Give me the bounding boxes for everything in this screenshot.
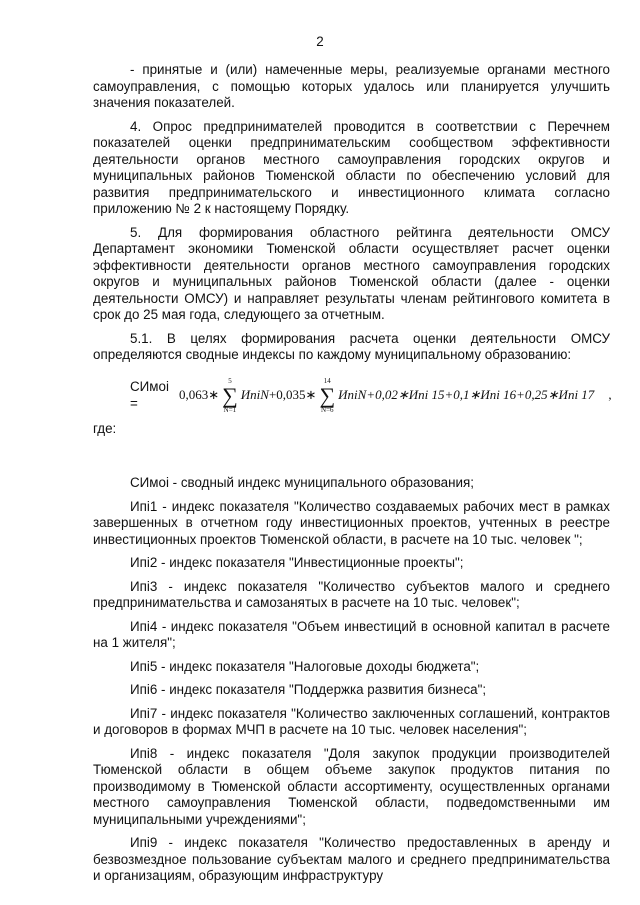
paragraph-measures: - принятые и (или) намеченные меры, реализуемые органами местного самоуправления, с помощью которых удалось или планируется улучшить значения показателей. [93,62,610,110]
definition-simoi: СИмоi - сводный индекс муниципального образования; [130,475,474,490]
where-label: где: [93,420,117,436]
formula-term-1: ИпiN [240,387,269,403]
sigma-icon: ∑ [319,382,336,408]
formula-tail: , [608,387,612,403]
spacer [93,444,610,475]
paragraph-4: 4. Опрос предпринимателей проводится в соответствии с Перечнем показателей оценки предпринимательским сообществом эффективности деятельности органов местного самоуправления городских округов и муниципальных районов Тюменской области по обеспечению условий для развития предпринимательского и инвестиционного климата согласно приложению № 2 к настоящему Порядку. [93,118,610,216]
formula-coef-1: 0,063 [178,387,209,403]
sigma-icon: ∑ [222,382,238,408]
formula-rest: +0,02∗Ипi 15+0,1∗Ипi 16+0,25∗Ипi 17 [366,387,595,403]
sum2-upper: 14 [323,376,331,385]
definition-ipi6: Ипi6 - индекс показателя "Поддержка развития бизнеса"; [130,682,487,697]
sum1-lower: N=1 [223,405,237,414]
paragraph-5-1: 5.1. В целях формирования расчета оценки деятельности ОМСУ определяются сводные индексы по каждому муниципальному образованию: [93,330,610,362]
formula-rhs: 0,063 ∗ 5 ∑ N=1 ИпiN +0,035 ∗ 14 ∑ N=6 ИпiN +0,02∗Ипi 15+0,1∗Ипi 16+0,25∗Ипi 17 , [178,376,612,414]
paragraph-5: 5. Для формирования областного рейтинга деятельности ОМСУ Департамент экономики Тюменской области осуществляет расчет оценки эффективности деятельности органов местного самоуправления городских округов и муниципальных районов Тюменской области (далее - оценки деятельности ОМСУ) и направляет результаты членам рейтингового комитета в срок до 25 мая года, следующего за отчетным. [93,224,610,322]
sum1-upper: 5 [228,376,232,385]
sum-sign-2 [319,377,335,415]
definition-ipi1: Ипi1 - индекс показателя "Количество создаваемых рабочих мест в рамках завершенных в отчетном году инвестиционных проектов, учтенных в реестре инвестиционных проектов Тюменской области, в расчете на 10 тыс. человек "; [93,498,610,547]
sum2-lower: N=6 [321,405,334,414]
definition-ipi7: Ипi7 - индекс показателя "Количество заключенных соглашений, контрактов и договоров в формах МЧП в расчете на 10 тыс. человек населения"; [93,705,610,737]
sum-sign-1 [222,377,238,415]
definition-ipi3: Ипi3 - индекс показателя "Количество субъектов малого и среднего предпринимательства и самозанятых в расчете на 10 тыс. человек"; [93,578,610,610]
page-number: 2 [316,34,324,49]
document-body [93,62,610,892]
definition-ipi2: Ипi2 - индекс показателя "Инвестиционные проекты"; [130,555,464,570]
formula [130,371,610,421]
formula-term-2: ИпiN [338,387,367,403]
definition-ipi9: Ипi9 - индекс показателя "Количество предоставленных в аренду и безвозмездное пользование субъектам малого и среднего предпринимательства и организациям, образующим инфраструктуру [93,835,610,883]
formula-coef-2: +0,035 [268,387,306,403]
definition-ipi4: Ипi4 - индекс показателя "Объем инвестиций в основной капитал в расчете на 1 жителя"; [93,618,610,650]
definition-ipi8: Ипi8 - индекс показателя "Доля закупок продукции производителей Тюменской области в общем объеме закупок продуктов питания по производимому в Тюменской области ассортименту, осуществленных органами местного самоуправления Тюменской области, подведомственными им муниципальными учреждениями"; [93,745,610,827]
definition-ipi5: Ипi5 - индекс показателя "Налоговые доходы бюджета"; [130,658,480,674]
formula-lhs: СИмоi = [130,379,169,411]
